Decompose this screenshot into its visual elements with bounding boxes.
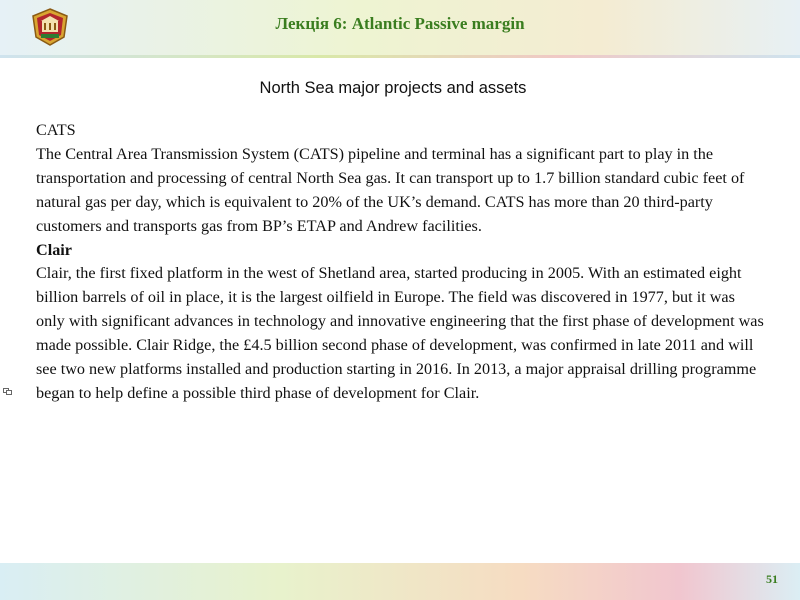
slide-header bbox=[0, 0, 800, 55]
clair-paragraph: Clair, the first fixed platform in the west of Shetland area, started producing in 2005. With an estimated eight billion barrels of oil in place, it is the largest oilfield in Europe. The field was discovered in 1977, but it was only with significant advances in technology and innovative engineering that the first phase of development was made possible. Clair Ridge, the £4.5 billion second phase of development, was confirmed in late 2011 and will see two new platforms installed and production starting in 2016. In 2013, a major appraisal drilling programme began to help define a possible third phase of development for Clair. bbox=[36, 264, 764, 402]
clair-heading: Clair bbox=[36, 240, 72, 259]
slide-subtitle: North Sea major projects and assets bbox=[259, 79, 527, 97]
slide-body bbox=[36, 119, 766, 406]
page-title: Лекція 6: Atlantic Passive margin bbox=[275, 14, 525, 33]
link-icon[interactable] bbox=[3, 382, 12, 389]
page-number: 51 bbox=[766, 572, 778, 586]
cats-paragraph: The Central Area Transmission System (CATS) pipeline and terminal has a significant part to play in the transportation and processing of central North Sea gas. It can transport up to 1.7 billion standard cubic feet of natural gas per day, which is equivalent to 20% of the UK’s demand. CATS has more than 20 third-party customers and transports gas from BP’s ETAP and Andrew facilities. bbox=[36, 144, 745, 235]
cats-heading: CATS bbox=[36, 121, 76, 139]
header-divider bbox=[0, 55, 800, 58]
slide-footer bbox=[0, 563, 800, 600]
